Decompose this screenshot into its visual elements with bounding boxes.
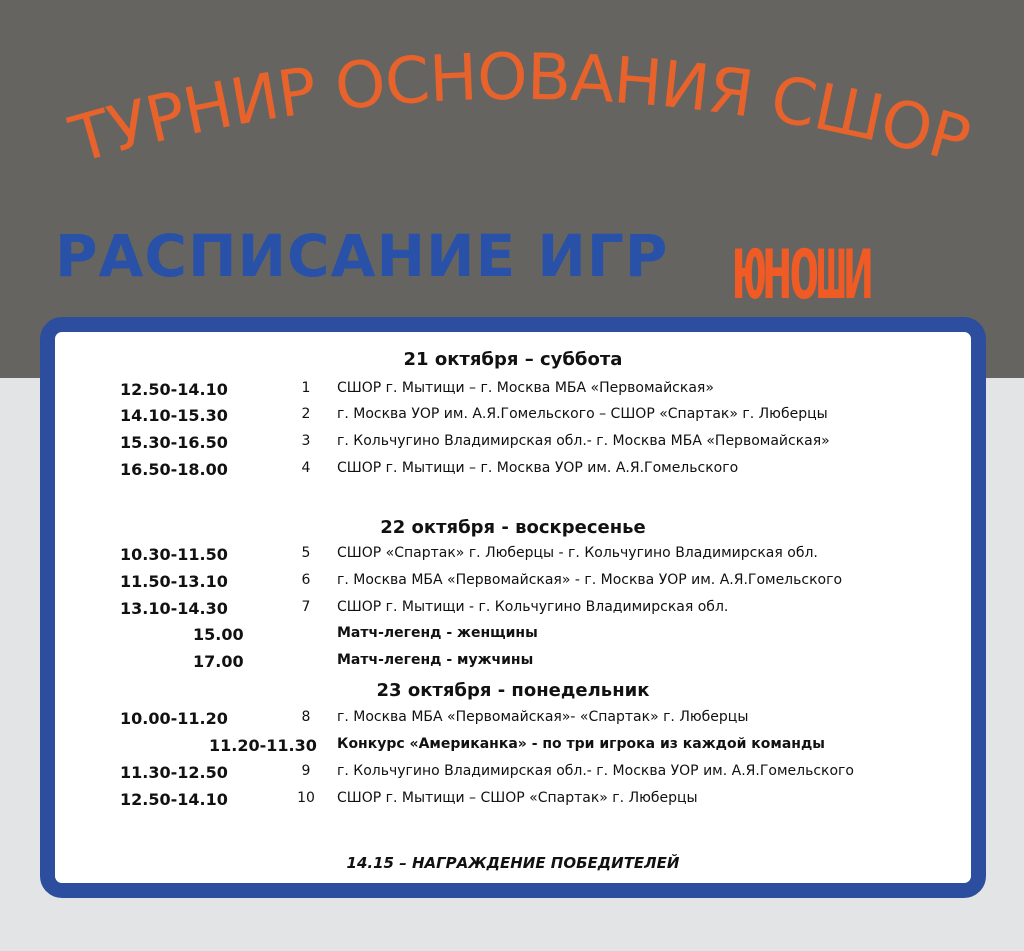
game-time: 14.10-15.30 bbox=[120, 406, 228, 425]
game-number: 10 bbox=[297, 790, 315, 806]
schedule-card bbox=[40, 317, 986, 898]
game-number: 3 bbox=[301, 433, 311, 449]
game-time: 15.30-16.50 bbox=[120, 433, 228, 452]
game-number: 8 bbox=[301, 709, 311, 725]
game-time: 13.10-14.30 bbox=[120, 599, 228, 618]
schedule-row bbox=[55, 625, 971, 649]
game-time: 11.50-13.10 bbox=[120, 572, 228, 591]
day-heading: 23 октября - понедельник bbox=[376, 680, 650, 701]
award-ceremony-note: 14.15 – НАГРАЖДЕНИЕ ПОБЕДИТЕЛЕЙ bbox=[346, 854, 680, 872]
game-matchup: СШОР г. Мытищи – г. Москва УОР им. А.Я.Гомельского bbox=[337, 460, 739, 476]
game-number: 9 bbox=[301, 763, 311, 779]
game-matchup: г. Москва МБА «Первомайская» - г. Москва УОР им. А.Я.Гомельского bbox=[337, 572, 843, 588]
event-time: 11.20-11.30 bbox=[209, 736, 317, 755]
game-matchup: СШОР г. Мытищи – СШОР «Спартак» г. Люберцы bbox=[337, 790, 698, 806]
schedule-row bbox=[55, 599, 971, 623]
game-time: 11.30-12.50 bbox=[120, 763, 228, 782]
game-matchup: г. Кольчугино Владимирская обл.- г. Москва УОР им. А.Я.Гомельского bbox=[337, 763, 854, 779]
event-description: Матч-легенд - женщины bbox=[337, 625, 538, 641]
schedule-row bbox=[55, 763, 971, 787]
schedule-row bbox=[55, 709, 971, 733]
schedule-row bbox=[55, 406, 971, 430]
game-matchup: СШОР «Спартак» г. Люберцы - г. Кольчугино Владимирская обл. bbox=[337, 545, 818, 561]
event-description: Матч-легенд - мужчины bbox=[337, 652, 534, 668]
game-number: 4 bbox=[301, 460, 311, 476]
game-matchup: СШОР г. Мытищи – г. Москва МБА «Первомайская» bbox=[337, 380, 714, 396]
game-time: 10.00-11.20 bbox=[120, 709, 228, 728]
game-number: 5 bbox=[301, 545, 311, 561]
tournament-title bbox=[0, 0, 1024, 200]
game-number: 2 bbox=[301, 406, 311, 422]
game-number: 1 bbox=[301, 380, 311, 396]
game-time: 10.30-11.50 bbox=[120, 545, 228, 564]
event-time: 17.00 bbox=[193, 652, 244, 671]
event-time: 15.00 bbox=[193, 625, 244, 644]
schedule-row bbox=[55, 433, 971, 457]
schedule-row bbox=[55, 572, 971, 596]
event-description: Конкурс «Американка» - по три игрока из каждой команды bbox=[337, 736, 825, 752]
group-label: ЮНОШИ bbox=[735, 236, 871, 315]
game-time: 12.50-14.10 bbox=[120, 380, 228, 399]
tournament-title-text: ТУРНИР ОСНОВАНИЯ СШОР bbox=[62, 40, 977, 179]
game-matchup: г. Кольчугино Владимирская обл.- г. Москва МБА «Первомайская» bbox=[337, 433, 830, 449]
svg-text:ТУРНИР ОСНОВАНИЯ СШОР bbox=[62, 41, 977, 179]
schedule-row bbox=[55, 790, 971, 814]
day-heading: 22 октября - воскресенье bbox=[380, 517, 646, 538]
game-time: 16.50-18.00 bbox=[120, 460, 228, 479]
game-number: 7 bbox=[301, 599, 311, 615]
game-matchup: г. Москва МБА «Первомайская»- «Спартак» г. Люберцы bbox=[337, 709, 749, 725]
schedule-row bbox=[55, 652, 971, 676]
schedule-row bbox=[55, 736, 971, 760]
game-matchup: г. Москва УОР им. А.Я.Гомельского – СШОР «Спартак» г. Люберцы bbox=[337, 406, 828, 422]
game-number: 6 bbox=[301, 572, 311, 588]
schedule-content bbox=[55, 332, 971, 883]
game-matchup: СШОР г. Мытищи - г. Кольчугино Владимирская обл. bbox=[337, 599, 729, 615]
schedule-row bbox=[55, 545, 971, 569]
schedule-row bbox=[55, 460, 971, 484]
day-heading: 21 октября – суббота bbox=[403, 349, 623, 370]
schedule-heading: РАСПИСАНИЕ ИГР bbox=[55, 222, 669, 290]
schedule-row bbox=[55, 380, 971, 404]
game-time: 12.50-14.10 bbox=[120, 790, 228, 809]
